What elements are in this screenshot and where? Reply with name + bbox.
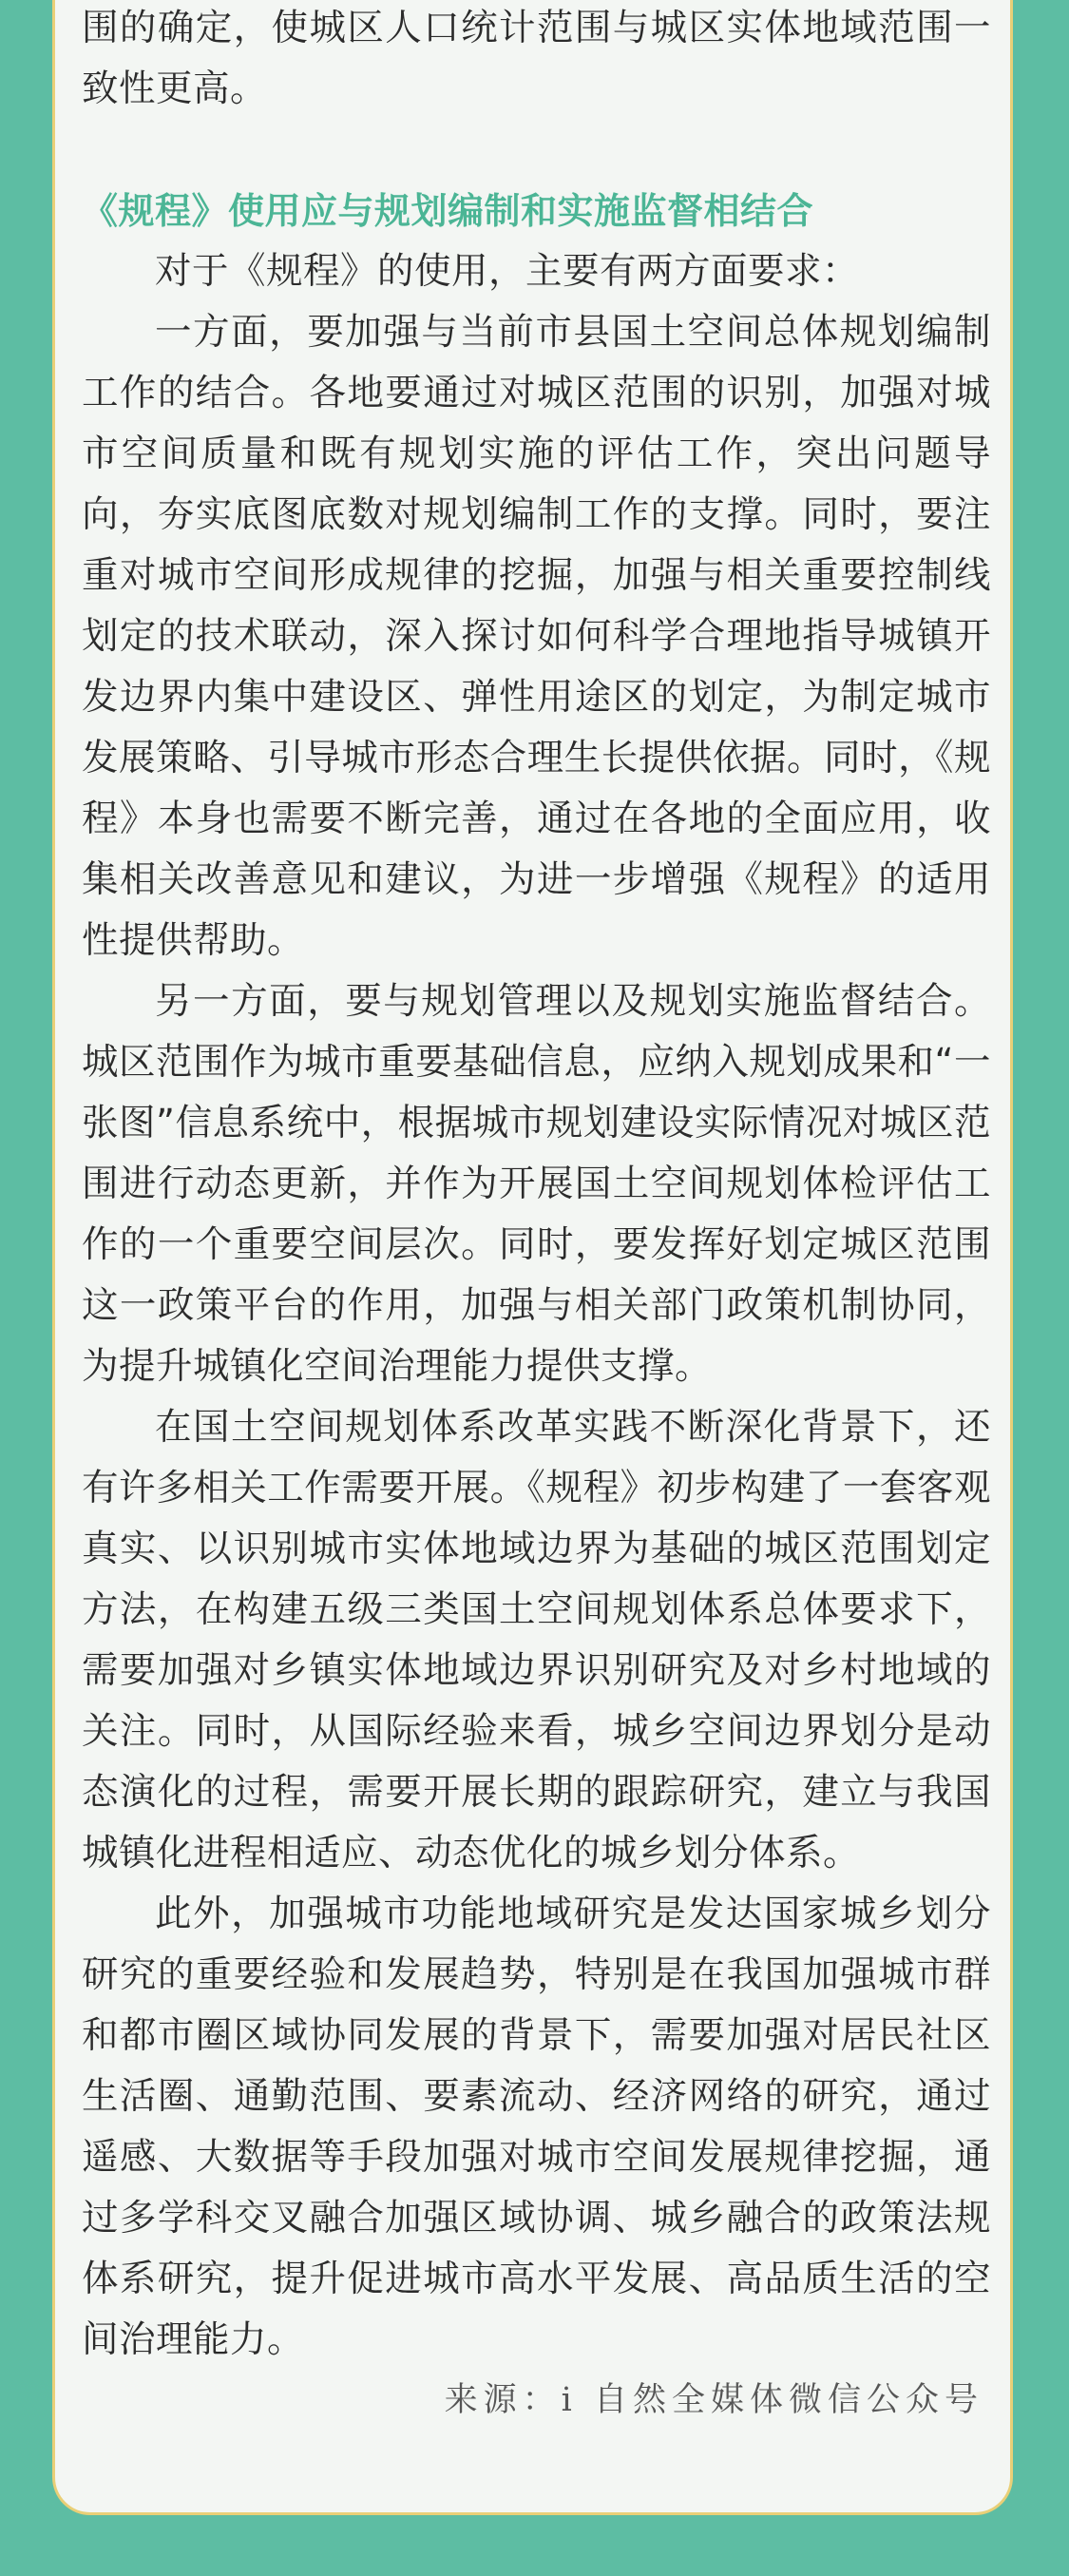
article-card: [52, 0, 1013, 2515]
paragraph-5: 此外，加强城市功能地域研究是发达国家城乡划分研究的重要经验和发展趋势，特别是在我国加强城市群和都市圈区域协同发展的背景下，需要加强对居民社区生活圈、通勤范围、要素流动、经济网络的研究，通过遥感、大数据等手段加强对城市空间发展规律挖掘，通过多学科交叉融合加强区域协调、城乡融合的政策法规体系研究，提升促进城市高水平发展、高品质生活的空间治理能力。: [82, 1893, 991, 2361]
paragraph-3: 另一方面，要与规划管理以及规划实施监督结合。城区范围作为城市重要基础信息，应纳入规划成果和“一张图”信息系统中，根据城市规划建设实际情况对城区范围进行动态更新，并作为开展国土空间规划体检评估工作的一个重要空间层次。同时，要发挥好划定城区范围这一政策平台的作用，加强与相关部门政策机制协同，为提升城镇化空间治理能力提供支撑。: [82, 980, 991, 1388]
section-heading: 《规程》使用应与规划编制和实施监督相结合: [82, 189, 814, 232]
paragraph-4: 在国土空间规划体系改革实践不断深化背景下，还有许多相关工作需要开展。《规程》初步构建了一套客观真实、以识别城市实体地域边界为基础的城区范围划定方法，在构建五级三类国土空间规划体系总体要求下，需要加强对乡镇实体地域边界识别研究及对乡村地域的关注。同时，从国际经验来看，城乡空间边界划分是动态演化的过程，需要开展长期的跟踪研究，建立与我国城镇化进程相适应、动态优化的城乡划分体系。: [82, 1406, 991, 1874]
source-credit: 来源：i 自然全媒体微信公众号: [444, 2381, 983, 2419]
paragraph-2: 一方面，要加强与当前市县国土空间总体规划编制工作的结合。各地要通过对城区范围的识别，加强对城市空间质量和既有规划实施的评估工作，突出问题导向，夯实底图底数对规划编制工作的支撑。同时，要注重对城市空间形成规律的挖掘，加强与相关重要控制线划定的技术联动，深入探讨如何科学合理地指导城镇开发边界内集中建设区、弹性用途区的划定，为制定城市发展策略、引导城市形态合理生长提供依据。同时，《规程》本身也需要不断完善，通过在各地的全面应用，收集相关改善意见和建议，为进一步增强《规程》的适用性提供帮助。: [82, 311, 991, 962]
paragraph-1: 对于《规程》的使用，主要有两方面要求：: [155, 250, 860, 293]
intro-paragraph-tail: 围的确定，使城区人口统计范围与城区实体地域范围一致性更高。: [82, 7, 991, 110]
article-body: [82, 0, 991, 2371]
section-spacer: [82, 120, 991, 181]
